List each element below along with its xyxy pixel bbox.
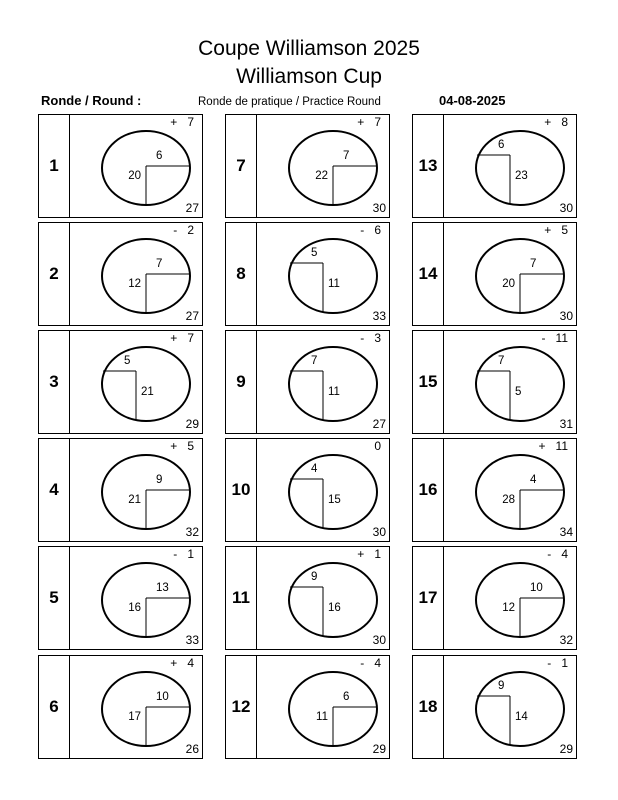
target-ellipse (289, 347, 377, 421)
target-diagram (444, 439, 577, 541)
end-total: 29 (372, 742, 386, 756)
end-card (38, 330, 203, 434)
target-diagram (70, 331, 203, 433)
end-number: 12 (226, 656, 257, 758)
top-value: 10 (530, 582, 543, 594)
target-diagram (444, 656, 577, 758)
end-number: 18 (413, 656, 444, 758)
score-difference (360, 331, 381, 345)
end-number: 10 (226, 439, 257, 541)
score-difference (170, 656, 194, 670)
end-total: 30 (372, 633, 386, 647)
target-ellipse (476, 131, 564, 205)
right-value: 23 (515, 170, 528, 182)
end-total: 31 (559, 417, 573, 431)
end-number: 2 (39, 223, 70, 325)
score-difference (360, 223, 381, 237)
end-card (38, 546, 203, 650)
end-number: 15 (413, 331, 444, 433)
end-total: 29 (559, 742, 573, 756)
target-diagram (70, 656, 203, 758)
score-difference (547, 656, 568, 670)
end-number: 14 (413, 223, 444, 325)
diff-value: 5 (561, 223, 568, 237)
end-card (412, 222, 577, 326)
target-ellipse (289, 563, 377, 637)
end-card (412, 438, 577, 542)
title-english: Williamson Cup (236, 65, 382, 88)
diff-value: 2 (187, 223, 194, 237)
end-total: 27 (185, 309, 199, 323)
target-diagram (70, 439, 203, 541)
diff-value: 5 (187, 439, 194, 453)
diff-sign: + (357, 547, 365, 561)
end-card (225, 114, 390, 218)
top-value: 9 (311, 571, 318, 583)
target-diagram (257, 547, 390, 649)
end-total: 32 (559, 633, 573, 647)
score-difference (173, 223, 194, 237)
diff-value: 4 (561, 547, 568, 561)
diff-value: 7 (187, 115, 194, 129)
left-value: 21 (128, 494, 141, 506)
top-value: 6 (343, 691, 350, 703)
diff-sign: + (170, 656, 178, 670)
left-value: 16 (128, 602, 141, 614)
score-difference (357, 547, 381, 561)
left-value: 11 (316, 711, 328, 723)
score-difference (544, 223, 568, 237)
end-card (225, 438, 390, 542)
end-total: 32 (185, 525, 199, 539)
left-value: 22 (315, 170, 328, 182)
diff-sign: - (173, 547, 178, 561)
right-value: 15 (328, 494, 341, 506)
top-value: 5 (311, 247, 318, 259)
right-value: 14 (515, 711, 528, 723)
diff-sign: + (357, 115, 365, 129)
score-difference (173, 547, 194, 561)
diff-value: 3 (374, 331, 381, 345)
diff-sign: - (360, 331, 365, 345)
diff-sign: + (170, 115, 178, 129)
end-card (225, 546, 390, 650)
end-number: 8 (226, 223, 257, 325)
end-total: 33 (185, 633, 199, 647)
right-value: 11 (328, 386, 340, 398)
diff-value: 4 (374, 656, 381, 670)
target-ellipse (102, 347, 190, 421)
target-ellipse (476, 672, 564, 746)
diff-value: 1 (374, 547, 381, 561)
diff-sign: + (170, 439, 178, 453)
left-value: 12 (502, 602, 515, 614)
top-value: 4 (530, 474, 537, 486)
right-value: 11 (328, 278, 340, 290)
end-card (412, 655, 577, 759)
right-value: 21 (141, 386, 154, 398)
title-french: Coupe Williamson 2025 (198, 37, 420, 60)
left-value: 17 (128, 711, 141, 723)
diff-value: 11 (555, 439, 568, 453)
end-card (225, 222, 390, 326)
target-diagram (70, 223, 203, 325)
end-number: 13 (413, 115, 444, 217)
top-value: 10 (156, 691, 169, 703)
end-card (38, 438, 203, 542)
target-diagram (257, 439, 390, 541)
end-total: 30 (559, 201, 573, 215)
end-card (38, 222, 203, 326)
score-difference (170, 439, 194, 453)
end-total: 27 (185, 201, 199, 215)
end-card (38, 655, 203, 759)
top-value: 7 (343, 150, 350, 162)
score-difference (539, 439, 569, 453)
diff-value: 0 (374, 439, 381, 453)
score-difference (544, 115, 568, 129)
diff-sign: - (547, 547, 552, 561)
end-card (225, 330, 390, 434)
top-value: 5 (124, 355, 131, 367)
score-difference (542, 331, 568, 345)
top-value: 7 (498, 355, 505, 367)
end-total: 29 (185, 417, 199, 431)
date: 04-08-2025 (439, 93, 506, 108)
diff-sign: + (544, 223, 552, 237)
left-value: 28 (502, 494, 515, 506)
target-diagram (70, 115, 203, 217)
diff-sign: + (538, 439, 546, 453)
diff-sign: - (541, 331, 546, 345)
score-difference (170, 331, 194, 345)
end-total: 34 (559, 525, 573, 539)
end-total: 30 (372, 525, 386, 539)
end-number: 7 (226, 115, 257, 217)
target-diagram (444, 331, 577, 433)
end-number: 5 (39, 547, 70, 649)
diff-sign: - (360, 223, 365, 237)
target-diagram (444, 547, 577, 649)
top-value: 7 (156, 258, 163, 270)
target-diagram (444, 223, 577, 325)
target-ellipse (476, 347, 564, 421)
top-value: 4 (311, 463, 318, 475)
diff-sign: + (170, 331, 178, 345)
target-diagram (257, 331, 390, 433)
end-card (412, 546, 577, 650)
end-number: 9 (226, 331, 257, 433)
end-total: 30 (372, 201, 386, 215)
end-number: 4 (39, 439, 70, 541)
end-total: 33 (372, 309, 386, 323)
score-difference (547, 547, 568, 561)
top-value: 9 (498, 680, 505, 692)
target-ellipse (289, 239, 377, 313)
diff-sign: - (360, 656, 365, 670)
round-type: Ronde de pratique / Practice Round (198, 96, 381, 108)
score-difference (364, 439, 381, 453)
diff-value: 1 (187, 547, 194, 561)
end-card (38, 114, 203, 218)
end-total: 26 (185, 742, 199, 756)
end-total: 30 (559, 309, 573, 323)
end-number: 6 (39, 656, 70, 758)
target-diagram (257, 223, 390, 325)
target-diagram (444, 115, 577, 217)
diff-value: 1 (561, 656, 568, 670)
diff-value: 8 (561, 115, 568, 129)
top-value: 6 (498, 139, 505, 151)
diff-value: 7 (187, 331, 194, 345)
end-number: 3 (39, 331, 70, 433)
target-diagram (70, 547, 203, 649)
diff-value: 11 (555, 331, 568, 345)
right-value: 5 (515, 386, 522, 398)
left-value: 20 (502, 278, 515, 290)
score-difference (360, 656, 381, 670)
top-value: 7 (530, 258, 537, 270)
end-number: 17 (413, 547, 444, 649)
top-value: 13 (156, 582, 169, 594)
end-number: 1 (39, 115, 70, 217)
left-value: 20 (128, 170, 141, 182)
target-ellipse (289, 455, 377, 529)
diff-sign: - (547, 656, 552, 670)
top-value: 6 (156, 150, 163, 162)
score-difference (170, 115, 194, 129)
top-value: 7 (311, 355, 318, 367)
diff-value: 6 (374, 223, 381, 237)
end-total: 27 (372, 417, 386, 431)
target-diagram (257, 656, 390, 758)
end-number: 16 (413, 439, 444, 541)
left-value: 12 (128, 278, 141, 290)
diff-sign: - (173, 223, 178, 237)
diff-sign: + (544, 115, 552, 129)
diff-value: 4 (187, 656, 194, 670)
end-card (412, 114, 577, 218)
end-card (225, 655, 390, 759)
end-number: 11 (226, 547, 257, 649)
score-difference (357, 115, 381, 129)
right-value: 16 (328, 602, 341, 614)
top-value: 9 (156, 474, 163, 486)
end-card (412, 330, 577, 434)
target-diagram (257, 115, 390, 217)
round-label: Ronde / Round : (41, 93, 142, 108)
diff-value: 7 (374, 115, 381, 129)
